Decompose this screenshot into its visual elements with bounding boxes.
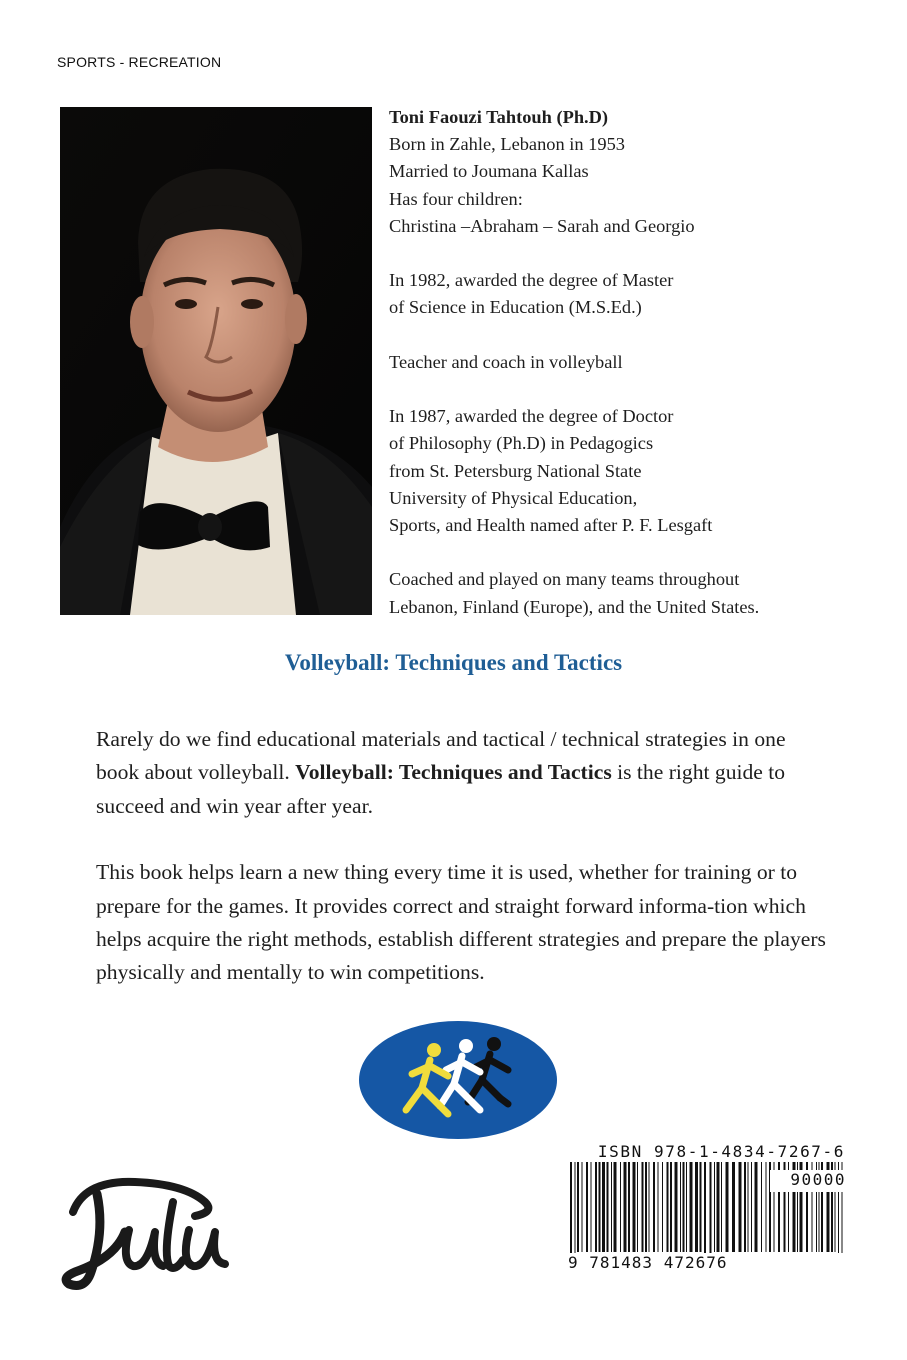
barcode-bar — [726, 1162, 729, 1252]
bio-line: of Science in Education (M.S.Ed.) — [389, 297, 642, 318]
bio-line: In 1987, awarded the degree of Doctor — [389, 406, 674, 427]
bio-line: from St. Petersburg National State — [389, 460, 642, 481]
barcode-bar — [637, 1162, 638, 1252]
barcode-bar — [642, 1162, 644, 1252]
barcode-bar — [653, 1162, 655, 1252]
barcode-bar — [721, 1162, 722, 1252]
barcode-bar — [695, 1162, 698, 1252]
barcode-bar — [577, 1162, 579, 1252]
blurb-text: Rarely do we find educational materials and tactical / technical strategies in one book about volleyball. — [96, 727, 786, 785]
barcode-bar — [686, 1162, 687, 1252]
isbn-label: ISBN 978-1-4834-7267-6 — [597, 1142, 845, 1161]
blurb-paragraph-2: This book helps learn a new thing every time it is used, whether for training or to prepare for the games. It provides correct and straight forward informa-tion which helps acquire the right methods, establish different strategies and prepare the players physically and mentally to win competitions. — [96, 860, 826, 985]
runners-logo-icon — [358, 1020, 558, 1140]
barcode-bar — [739, 1162, 742, 1252]
barcode-bar — [602, 1162, 605, 1252]
barcode-bar — [683, 1162, 685, 1252]
bio-line: Coached and played on many teams throughout — [389, 569, 740, 590]
bio-line: Has four children: — [389, 188, 523, 209]
barcode-bar — [595, 1162, 597, 1252]
barcode-bar — [582, 1162, 583, 1252]
barcode-bar — [662, 1162, 663, 1252]
barcode-bar — [755, 1162, 758, 1252]
barcode-bar — [658, 1162, 659, 1252]
barcode-bar — [607, 1162, 609, 1252]
barcode-bar — [591, 1162, 592, 1252]
barcode-bar — [575, 1162, 576, 1258]
barcode-bar — [628, 1162, 630, 1252]
lulu-logo-icon — [55, 1172, 235, 1302]
ean-digits: 9 781483 472676 — [568, 1253, 845, 1272]
barcode-bar — [732, 1162, 735, 1252]
barcode-bar — [761, 1162, 762, 1252]
blurb-title-bold: Volleyball: Techniques and Tactics — [295, 760, 612, 785]
barcode-bar — [620, 1162, 621, 1252]
bio-line: Lebanon, Finland (Europe), and the United States. — [389, 596, 760, 617]
author-portrait-icon — [60, 107, 372, 615]
author-photo — [60, 107, 372, 615]
bio-line: of Philosophy (Ph.D) in Pedagogics — [389, 433, 654, 454]
category-label: SPORTS - RECREATION — [57, 54, 222, 70]
barcode-bar — [714, 1162, 715, 1252]
barcode-bar — [611, 1162, 612, 1252]
blurb-paragraph-1 — [96, 723, 831, 823]
barcode-bar — [717, 1162, 720, 1252]
bio-line: Married to Joumana Kallas — [389, 161, 589, 182]
author-bio — [389, 104, 869, 621]
bio-line: Born in Zahle, Lebanon in 1953 — [389, 134, 625, 155]
barcode-bar — [624, 1162, 627, 1252]
book-blurb — [96, 723, 831, 990]
blurb-text: is the right guide to succeed and win year after year. — [96, 760, 786, 818]
barcode-bar — [667, 1162, 669, 1252]
barcode-bar — [704, 1162, 706, 1258]
barcode-bar — [690, 1162, 693, 1252]
barcode-bar — [751, 1162, 752, 1252]
barcode-bar — [700, 1162, 702, 1252]
barcode-bar — [649, 1162, 650, 1252]
barcode-bar — [599, 1162, 601, 1252]
bio-line: Sports, and Health named after P. F. Lesgaft — [389, 515, 713, 535]
barcode-bar — [633, 1162, 636, 1252]
barcode-bar — [675, 1162, 678, 1252]
barcode-bar — [586, 1162, 588, 1252]
barcode-bar — [766, 1162, 767, 1252]
barcode-bar — [670, 1162, 672, 1252]
barcode-bar — [680, 1162, 681, 1252]
barcode-bar — [744, 1162, 746, 1252]
bio-line: Christina –Abraham – Sarah and Georgio — [389, 215, 695, 236]
barcode-bar — [748, 1162, 749, 1252]
barcode-bar — [614, 1162, 617, 1252]
barcode-bar — [710, 1162, 712, 1258]
book-title: Volleyball: Techniques and Tactics — [284, 650, 623, 675]
price-code: 90000 — [770, 1170, 846, 1192]
bio-line: In 1982, awarded the degree of Master — [389, 270, 674, 291]
bio-line: University of Physical Education, — [389, 487, 638, 508]
barcode-bar — [645, 1162, 647, 1252]
barcode-bar — [570, 1162, 572, 1258]
bio-line: Teacher and coach in volleyball — [389, 351, 623, 372]
author-name: Toni Faouzi Tahtouh (Ph.D) — [389, 107, 609, 127]
